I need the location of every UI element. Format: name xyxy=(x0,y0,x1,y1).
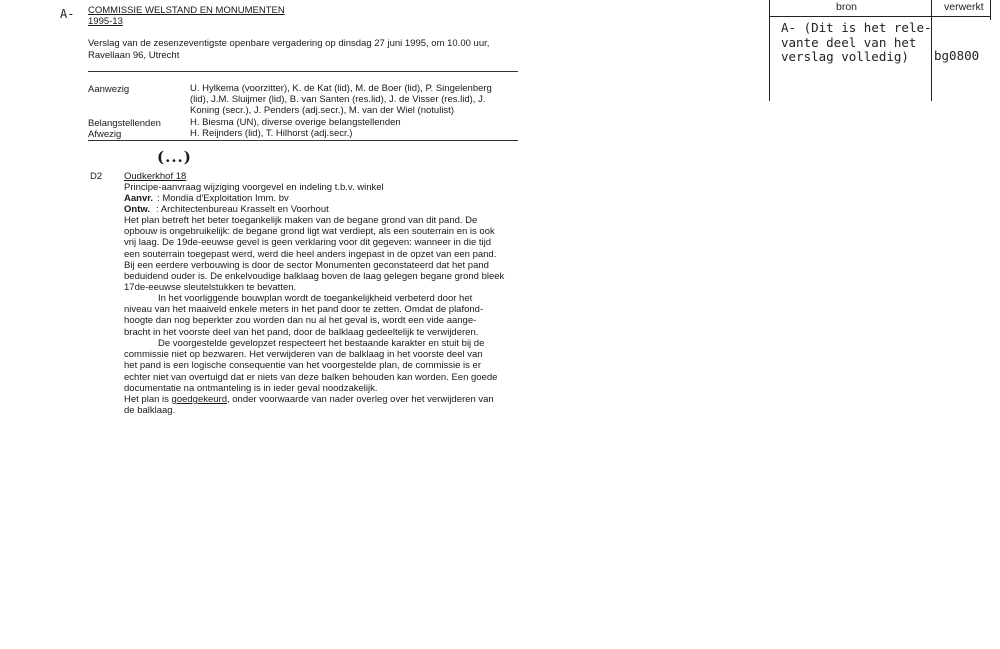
applicant-value: : Mondia d'Exploitation Imm. bv xyxy=(157,193,289,204)
paragraph-1-line: 17de-eeuwse sleutelstukken te bevatten. xyxy=(124,282,297,294)
paragraph-1-line: een souterrain toegepast werd, werd die heel anders ingepast in de opzet van een pand. xyxy=(124,248,497,260)
stamp-header-line xyxy=(769,16,991,17)
present-label: Aanwezig xyxy=(88,84,130,95)
margin-marker: A- xyxy=(60,7,75,21)
item-code: D2 xyxy=(90,171,103,182)
stamp-note-line-2: vante deel van het xyxy=(781,34,917,50)
verdict-last-line: de balklaag. xyxy=(124,405,176,417)
applicant-label: Aanvr. xyxy=(124,193,154,204)
paragraph-2 xyxy=(124,293,483,338)
stamp-code: bg0800 xyxy=(934,48,980,63)
absent-label: Afwezig xyxy=(88,129,122,140)
stamp-note xyxy=(781,21,932,65)
stamp-marker: A- xyxy=(781,20,797,35)
item-address: Oudkerkhof 18 xyxy=(124,171,187,182)
designer-value: : Architectenbureau Krasselt en Voorhout xyxy=(156,204,329,215)
paragraph-2-line: bracht in het voorste deel van het pand, door de balklaag gedeeltelijk te verwijderen. xyxy=(124,326,479,338)
paragraph-1-line: Bij een eerdere verbouwing is door de sector Monumenten geconstateerd dat het pand xyxy=(124,259,489,271)
stamp-source-header: bron xyxy=(836,1,858,13)
present-line-3: Koning (secr.), J. Penders (adj.secr.), M. van der Wiel (notulist) xyxy=(190,105,454,116)
stamp-note-line-1: (Dit is het rele- xyxy=(803,20,932,35)
verdict-prefix: Het plan is xyxy=(124,394,172,405)
stakeholders-text: H. Biesma (UN), diverse overige belangstellenden xyxy=(190,117,401,128)
present-line-2: (lid), J.M. Sluijmer (lid), B. van Santen (res.lid), J. de Visser (res.lid), J. xyxy=(190,94,486,105)
applicant-row xyxy=(124,193,289,204)
paragraph-3 xyxy=(124,338,497,394)
document-subtitle: 1995-13 xyxy=(88,16,123,27)
paragraph-2-line: hoogte dan nog beperkter zou worden dan nu al het geval is, wordt een vide aange- xyxy=(124,315,477,327)
verdict xyxy=(124,394,494,416)
stamp-border-right xyxy=(990,0,991,20)
paragraph-3-line: commissie niet op bezwaren. Het verwijderen van de balklaag in het voorste deel van xyxy=(124,349,483,361)
document-title: COMMISSIE WELSTAND EN MONUMENTEN xyxy=(88,5,285,16)
verdict-line xyxy=(124,394,494,405)
verdict-decision: goedgekeurd xyxy=(171,394,227,405)
present-line-1: U. Hylkema (voorzitter), K. de Kat (lid), M. de Boer (lid), P. Singelenberg xyxy=(190,83,492,94)
designer-label: Ontw. xyxy=(124,204,151,215)
paragraph-1-line: beduidend ouder is. De enkelvoudige balklaag boven de laag gelegen begane grond bleek xyxy=(124,271,505,283)
paragraph-1-line: Het plan betreft het beter toegankelijk maken van de begane grond van dit pand. De xyxy=(124,215,478,226)
paragraph-3-line: het pand is een logische consequentie van het voorgestelde plan, de commissie is er xyxy=(124,360,481,372)
divider-bottom xyxy=(88,140,518,141)
paragraph-3-line: De voorgestelde gevelopzet respecteert het bestaande karakter en stuit bij de xyxy=(158,338,485,349)
paragraph-1-line: vrij laag. De 19de-eeuwse gevel is geen verklaring voor dit gegeven: wanneer in die tijd xyxy=(124,237,492,249)
paragraph-2-line: niveau van het maaiveld enkele meters in het pand door te zetten. Omdat de plafond- xyxy=(124,304,484,316)
omission-marker: (...) xyxy=(157,148,192,166)
designer-row xyxy=(124,204,329,215)
paragraph-1 xyxy=(124,215,504,293)
intro-line-1: Verslag van de zesenzeventigste openbare vergadering op dinsdag 27 juni 1995, om 10.00 uur, xyxy=(88,38,490,49)
paragraph-3-line: documentatie na ontmanteling is in ieder geval noodzakelijk. xyxy=(124,382,378,394)
absent-text: H. Reijnders (lid), T. Hilhorst (adj.secr.) xyxy=(190,128,353,139)
paragraph-1-line: opbouw is ongebruikelijk: de begane grond ligt wat verdiept, als een souterrain en is ook xyxy=(124,226,495,238)
intro-line-2: Ravellaan 96, Utrecht xyxy=(88,50,180,61)
divider-top xyxy=(88,71,518,72)
stamp-processed-header: verwerkt xyxy=(944,1,984,13)
paragraph-2-line: In het voorliggende bouwplan wordt de toegankelijkheid verbeterd door het xyxy=(158,293,473,304)
verdict-suffix: , onder voorwaarde van nader overleg over het verwijderen van xyxy=(227,394,494,405)
stakeholders-label: Belangstellenden xyxy=(88,118,161,129)
stamp-note-line-3: verslag volledig) xyxy=(781,49,909,64)
paragraph-3-line: echter niet van overtuigd dat er niets van deze balken behouden kan worden. Een goede xyxy=(124,371,498,383)
item-subject: Principe-aanvraag wijziging voorgevel en indeling t.b.v. winkel xyxy=(124,182,384,193)
